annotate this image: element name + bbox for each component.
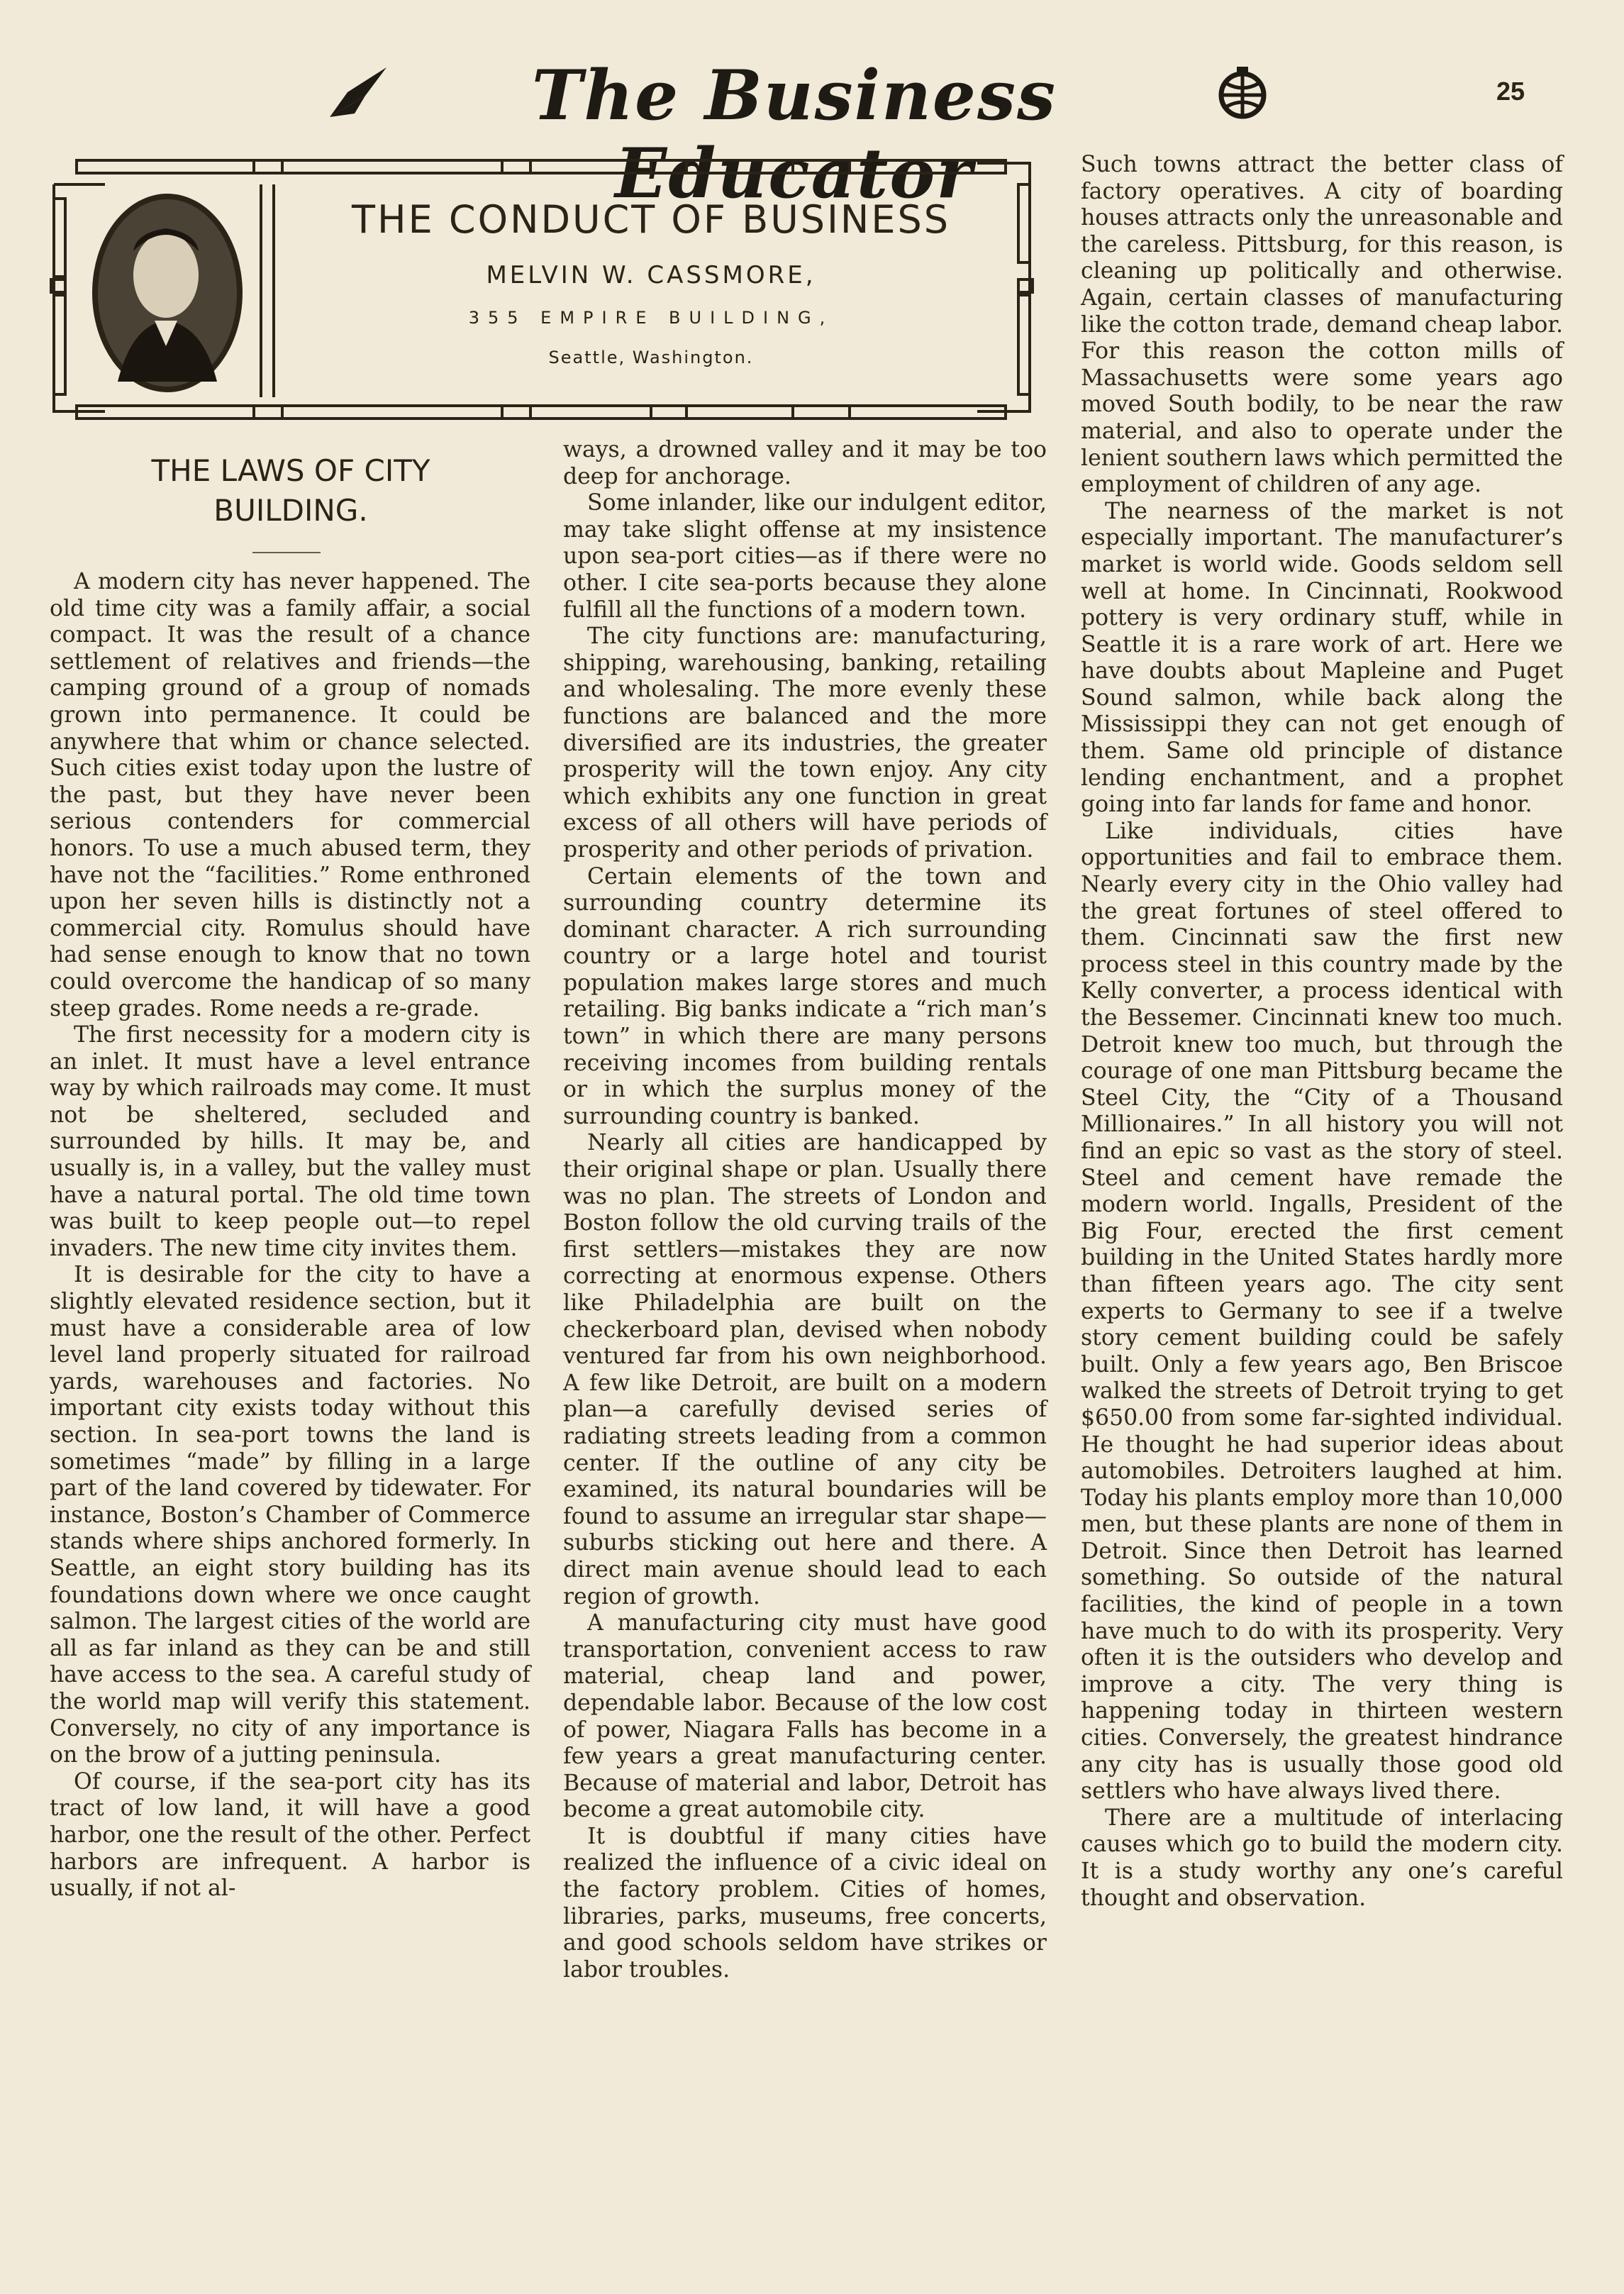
author-name: MELVIN W. CASSMORE, (486, 261, 816, 289)
paragraph: Of course, if the sea-port city has its tract of low land, it will have a good harbor, one the result of the other. Perfect harbors are infrequent. A harbor is usually, if not al- (50, 1768, 530, 1902)
article-title-line: THE LAWS OF CITY (151, 453, 430, 488)
page-number: 25 (1496, 77, 1525, 106)
article-column-1 (50, 569, 530, 1902)
column-header (48, 156, 1035, 434)
author-city: Seattle, Washington. (548, 348, 754, 367)
paragraph: ways, a drowned valley and it may be too deep for anchorage. (563, 437, 1047, 489)
paragraph: Such towns attract the better class of factory operatives. A city of boarding houses attracts only the unreasonable and the careless. Pittsburg, for this reason, is cleaning up politically and otherwise. Again, certain classes of manufacturing like the cotton trade, demand cheap labor. For this reason the cotton mills of Massachusetts were some years ago moved South bodily, to be near the raw material, and also to operate under the lenient southern laws which permitted the employment of children of any age. (1081, 152, 1563, 498)
article-column-3 (1081, 152, 1563, 1912)
paragraph: The first necessity for a modern city is an inlet. It must have a level entrance way by which railroads may come. It must not be sheltered, secluded and surrounded by hills. It may be, and usually is, in a valley, but the valley must have a natural portal. The old time town was built to keep people out—to repel invaders. The new time city invites them. (50, 1022, 530, 1261)
paragraph: The city functions are: manufacturing, shipping, warehousing, banking, retailing and wholesaling. The more evenly these functions are balanced and the more diversified are its industries, the greater prosperity will the town enjoy. Any city which exhibits any one function in great excess of all others will have periods of prosperity and other periods of privation. (563, 624, 1047, 863)
paragraph: Some inlander, like our indulgent editor, may take slight offense at my insistence upon sea-port cities—as if there were no other. I cite sea-ports because they alone fulfill all the functions of a modern town. (563, 490, 1047, 623)
paragraph: The nearness of the market is not especially important. The manufacturer’s market is world wide. Goods seldom sell well at home. In Cincinnati, Rookwood pottery is very ordinary stuff, while in Seattle it is a rare work of art. Here we have doubts about Mapleine and Puget Sound salmon, while back along the Mississippi they can not get enough of them. Same old principle of distance lending enchantment, and a prophet going into far lands for fame and honor. (1081, 498, 1563, 818)
paragraph: There are a multitude of interlacing causes which go to build the modern city. It is a study worthy any one’s careful thought and observation. (1081, 1805, 1563, 1911)
paragraph: Certain elements of the town and surrounding country determine its dominant character. A rich surrounding country or a large hotel and tourist population makes large stores and much retailing. Big banks indicate a “rich man’s town” in which there are many persons receiving incomes from building rentals or in which the surplus money of the surrounding country is banked. (563, 863, 1047, 1129)
quill-icon (326, 64, 390, 121)
article-title (50, 451, 532, 531)
paragraph: A manufacturing city must have good transportation, convenient access to raw material, cheap land and power, dependable labor. Because of the low cost of power, Niagara Falls has become in a few years a great manufacturing center. Because of material and labor, Detroit has become a great automobile city. (563, 1610, 1047, 1823)
author-address: 355 EMPIRE BUILDING, (468, 308, 834, 328)
paragraph: Nearly all cities are handicapped by their original shape or plan. Usually there was no plan. The streets of London and Boston follow the old curving trails of the first settlers—mistakes they are now correcting at enormous expense. Others like Philadelphia are built on the checkerboard plan, devised when nobody ventured far from his own neighborhood. A few like Detroit, are built on a modern plan—a carefully devised series of radiating streets leading from a common center. If the outline of any city be examined, its natural boundaries will be found to assume an irregular star shape—suburbs sticking out here and there. A direct main avenue should lead to each region of growth. (563, 1130, 1047, 1609)
paragraph: A modern city has never happened. The old time city was a family affair, a social compact. It was the result of a chance settlement of relatives and friends—the camping ground of a group of nomads grown into permanence. It could be anywhere that whim or chance selected. Such cities exist today upon the lustre of the past, but they have never been serious contenders for commercial honors. To use a much abused term, they have not the “facilities.” Rome enthroned upon her seven hills is distinctly not a commercial city. Romulus should have had sense enough to know that no town could overcome the handicap of so many steep grades. Rome needs a re-grade. (50, 569, 530, 1021)
masthead (0, 50, 1624, 214)
paragraph: It is desirable for the city to have a slightly elevated residence section, but it must have a considerable area of low level land properly situated for railroad yards, warehouses and factories. No important city exists today without this section. In sea-port towns the land is sometimes “made” by filling in a large part of the land covered by tidewater. For instance, Boston’s Chamber of Commerce stands where ships anchored formerly. In Seattle, an eight story building has its foundations down where we once caught salmon. The largest cities of the world are all as far inland as they can be and still have access to the sea. A careful study of the world map will verify this statement. Conversely, no city of any importance is on the brow of a jutting peninsula. (50, 1262, 530, 1768)
title-rule (252, 552, 321, 553)
author-portrait (89, 190, 245, 396)
paragraph: Like individuals, cities have opportunities and fail to embrace them. Nearly every city in the Ohio valley had the great fortunes of steel offered to them. Cincinnati saw the first new process steel in this country made by the Kelly converter, a process identical with the Bessemer. Cincinnati knew too much. Detroit knew too much, but through the courage of one man Pittsburg became the Steel City, the “City of a Thousand Millionaires.” In all history you will not find an epic so vast as the story of steel. Steel and cement have remade the modern world. Ingalls, President of the Big Four, erected the first cement building in the United States hardly more than fifteen years ago. The city sent experts to Germany to see if a twelve story cement building could be safely built. Only a few years ago, Ben Briscoe walked the streets of Detroit trying to get $650.00 from some far-sighted individual. He thought he had superior ideas about automobiles. Detroiters laughed at him. Today his plants employ more than 10,000 men, but these plants are none of them in Detroit. Since then Detroit has learned something. So outside of the natural facilities, the kind of people in a town have much to do with its prosperity. Very often it is the outsiders who develop and improve a city. The very thing is happening today in thirteen western cities. Conversely, the greatest hindrance any city has is usually those good old settlers who have always lived there. (1081, 818, 1563, 1805)
masthead-title: The Business Educator (531, 55, 1057, 214)
column-title: THE CONDUCT OF BUSINESS (351, 197, 950, 242)
paragraph: It is doubtful if many cities have realized the influence of a civic ideal on the factory problem. Cities of homes, libraries, parks, museums, free concerts, and good schools seldom have strikes or labor troubles. (563, 1823, 1047, 1983)
article-column-2 (563, 437, 1047, 1983)
globe-icon (1214, 65, 1271, 122)
article-title-line: BUILDING. (213, 493, 368, 528)
